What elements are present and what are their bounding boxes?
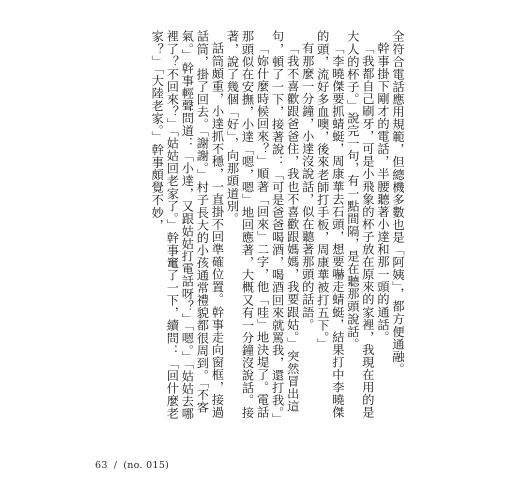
issue-number: (no. 015) (123, 460, 170, 471)
paragraph: 「妳什麼時候回來？」順著「回來」二字，他「哇」地決堤了。電話那頭似在安撫，小達「嗯，嗯」地回應著，大概又有一分鐘沒說話。接著，說了幾個「好」，向那頭道別。 (225, 30, 270, 420)
paragraph: 「李曉傑要抓蜻蜓，周康華去石頭，想要嚇走蜻蜓，結果打中李曉傑的頭，流好多血噢，後來老師打手板，周康華被打五下。」 (315, 30, 345, 419)
paragraph: 全符合電話應用規範，但總機多數也是「阿姨」，都方便通融。 (391, 30, 405, 376)
paragraph: 「我不喜歡跟爸爸住，我也不喜歡跟媽媽，我要跟姑。」突然冒出這句，頓了一下，接著說：「可是爸爸喝酒，喝酒回來就罵我，還打我。」 (270, 30, 300, 426)
paragraph: 有那麼一分鐘，小達沒說話，似在聽著那頭的話語。 (300, 42, 315, 331)
page-footer (95, 460, 169, 471)
paragraph: 話筒頗重，小達抓不穩，一直掛不回準確位置。幹事走向窗框，接過話筒，掛了回去。「謝謝。」村子長大的小孩通常禮貌都很周到。「不客氣。」幹事輕聲問道：「小達，又跟姑姑打電話呀？」「嗯。」「姑姑去哪裡了？不回來？」「姑姑回老家了。」幹事竃了一下，續問：「回什麼老家？」「大陸老家。」幹事頗覺不妙， (150, 30, 225, 420)
paragraph: 幹事掛下剛才的電話，半腰聽著小達和那一頭的通話。 (375, 42, 390, 344)
page-number: 63 (95, 460, 108, 471)
vertical-body-text (149, 30, 405, 426)
paragraph: 「我都自己刷牙，可是小飛象的杯子放在原來的家裡，我現在用的是大人的杯子。」說完一句，有一點間隔，是在聽那頭說話。 (345, 30, 375, 419)
footer-separator: / (113, 460, 118, 471)
